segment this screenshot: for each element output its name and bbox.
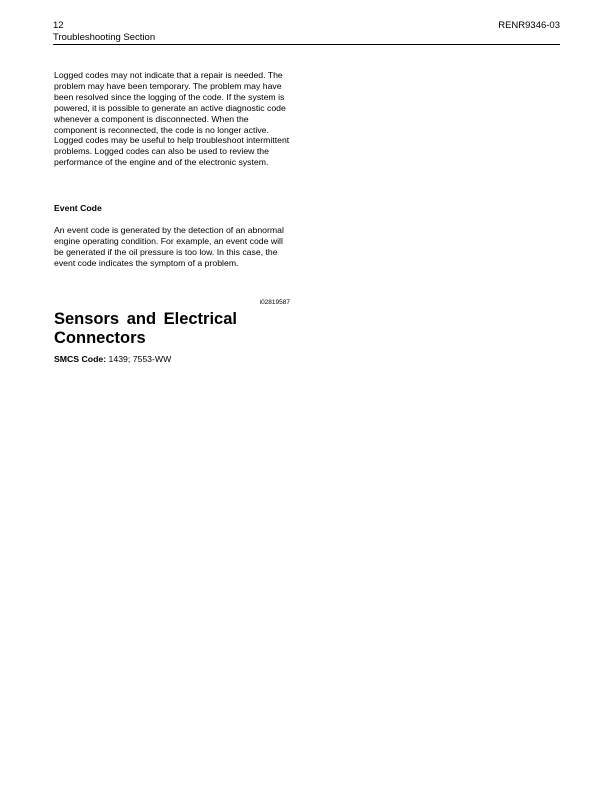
section-title: Sensors and Electrical Connectors xyxy=(54,310,237,347)
page-number: 12 xyxy=(53,20,64,31)
reference-id: i02819587 xyxy=(259,299,290,306)
logged-codes-paragraph: Logged codes may not indicate that a repair is needed. The problem may have been temporary. The problem may have been resolved since the logging of the code. If the system is powered, it is possible to generate an active diagnostic code whenever a component is disconnected. When the component is reconnected, the code is no longer active. Logged codes may be useful to help troubleshoot intermittent problems. Logged codes can also be used to review the performance of the engine and of the electronic system. xyxy=(54,70,290,168)
section-name: Troubleshooting Section xyxy=(53,32,156,43)
document-id: RENR9346-03 xyxy=(498,20,560,31)
header-rule xyxy=(53,44,560,45)
event-code-heading: Event Code xyxy=(54,203,102,213)
smcs-code-label: SMCS Code: xyxy=(54,354,107,364)
page-header-left xyxy=(53,20,155,44)
event-code-paragraph: An event code is generated by the detection of an abnormal engine operating condition. For example, an event code will be generated if the oil pressure is too low. In this case, the event code indicates the symptom of a problem. xyxy=(54,225,284,268)
smcs-code-value: 1439; 7553-WW xyxy=(106,354,172,364)
smcs-code-line xyxy=(54,354,171,365)
